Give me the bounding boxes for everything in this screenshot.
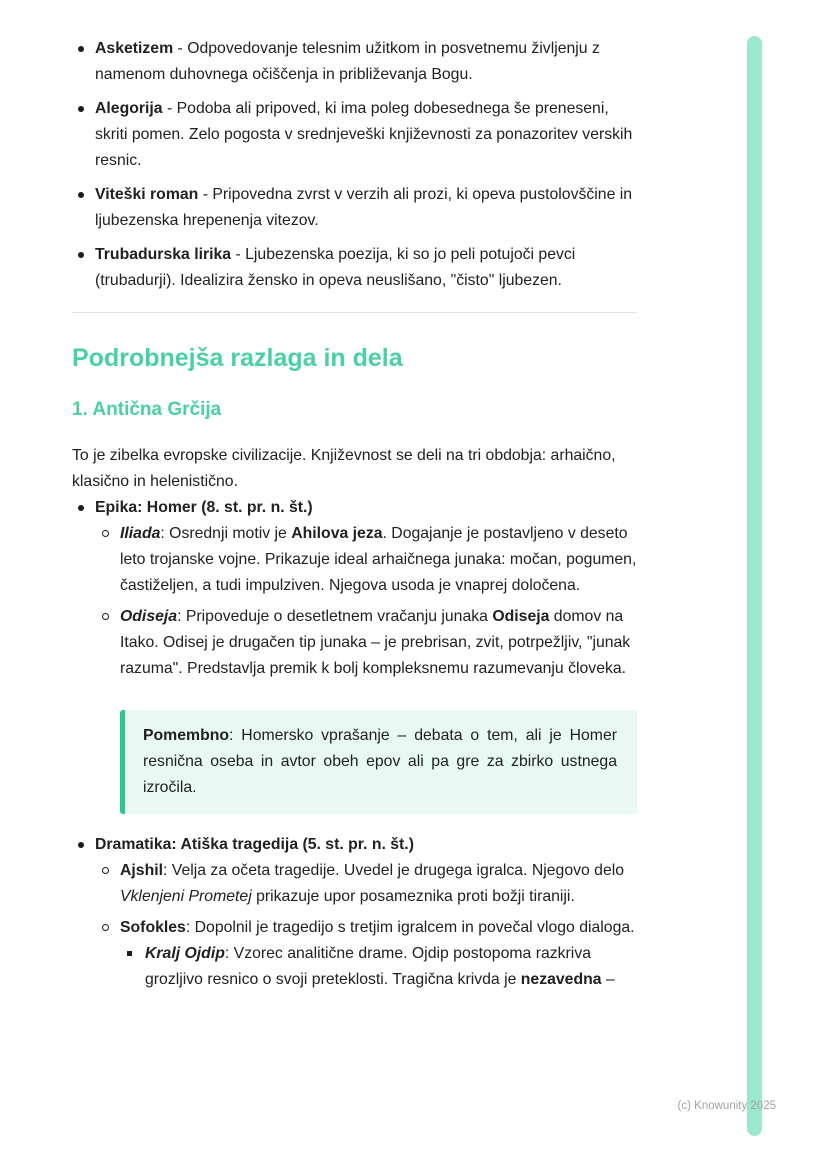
callout-pomembno bbox=[120, 710, 637, 814]
square-bullet-icon bbox=[127, 951, 132, 956]
list-item-text: Iliada: Osrednji motiv je Ahilova jeza. Dogajanje je postavljeno v deseto leto trojanske vojne. Prikazuje ideal arhaičnega junaka: močan, pogumen, častiželjen, a tudi impulziven. Njegova usoda je vnaprej določena. bbox=[120, 524, 637, 594]
copyright-notice: (c) Knowunity 2025 bbox=[677, 1100, 776, 1112]
bullet-icon bbox=[78, 252, 84, 258]
bullet-icon bbox=[78, 46, 84, 52]
list-item-trubadurska-lirika bbox=[72, 242, 637, 294]
list-item-sofokles bbox=[95, 915, 637, 993]
brand-stripe bbox=[747, 36, 762, 1136]
list-item-iliada bbox=[95, 521, 637, 599]
bullet-icon bbox=[78, 842, 84, 848]
list-item-text: Trubadurska lirika - Ljubezenska poezija, ki so jo peli potujoči pevci (trubadurji). Idealizira žensko in opeva neuslišano, "čisto" ljubezen. bbox=[95, 246, 576, 289]
list-item-text: Asketizem - Odpovedovanje telesnim užitkom in posvetnemu življenju z namenom duhovnega očiščenja in približevanja Bogu. bbox=[95, 40, 600, 83]
topics-list bbox=[72, 495, 637, 993]
list-item-text: Ajshil: Velja za očeta tragedije. Uvedel je drugega igralca. Njegovo delo Vklenjeni Prometej prikazuje upor posameznika proti božji tiraniji. bbox=[120, 861, 625, 905]
epic-works-list bbox=[95, 521, 637, 682]
list-item-kralj-ojdip bbox=[120, 941, 637, 993]
list-item-text: Dramatika: Atiška tragedija (5. st. pr. n. št.) bbox=[95, 835, 414, 853]
list-item-text: Odiseja: Pripoveduje o desetletnem vračanju junaka Odiseja domov na Itako. Odisej je drugačen tip junaka – je prebrisan, zvit, potrpežljiv, "junak razuma". Predstavlja premik k bolj kompleksnemu razumevanju človeka. bbox=[120, 607, 631, 677]
list-item-alegorija bbox=[72, 96, 637, 174]
list-item-text: Kralj Ojdip: Vzorec analitične drame. Ojdip postopoma razkriva grozljivo resnico o svoji preteklosti. Tragična krivda je nezavedna – bbox=[145, 944, 615, 988]
callout-text: Pomembno: Homersko vprašanje – debata o tem, ali je Homer resnična oseba in avtor obeh epov ali pa gre za zbirko ustnega izročila. bbox=[143, 726, 617, 796]
section-divider bbox=[72, 312, 637, 313]
sofokles-works-list bbox=[120, 941, 637, 993]
bullet-icon bbox=[78, 106, 84, 112]
list-item-ajshil bbox=[95, 858, 637, 910]
drama-authors-list bbox=[95, 858, 637, 993]
document-content bbox=[72, 36, 637, 1001]
list-item-text: Alegorija - Podoba ali pripoved, ki ima poleg dobesednega še preneseni, skriti pomen. Zelo pogosta v srednjeveški književnosti za ponazoritev verskih resnic. bbox=[95, 100, 633, 169]
intro-paragraph: To je zibelka evropske civilizacije. Književnost se deli na tri obdobja: arhaično, klasično in helenistično. bbox=[72, 446, 616, 490]
bullet-icon bbox=[78, 192, 84, 198]
list-item-text: Epika: Homer (8. st. pr. n. št.) bbox=[95, 498, 313, 516]
circle-bullet-icon bbox=[102, 867, 109, 874]
list-item-text: Viteški roman - Pripovedna zvrst v verzih ali prozi, ki opeva pustolovščine in ljubezenska hrepenenja vitezov. bbox=[95, 186, 633, 229]
list-item-odiseja bbox=[95, 604, 637, 682]
list-item-text: Sofokles: Dopolnil je tragedijo s tretjim igralcem in povečal vlogo dialoga. bbox=[120, 918, 635, 936]
circle-bullet-icon bbox=[102, 924, 109, 931]
list-item-viteski-roman bbox=[72, 182, 637, 234]
list-item-epika bbox=[72, 495, 637, 814]
bullet-icon bbox=[78, 505, 84, 511]
circle-bullet-icon bbox=[102, 530, 109, 537]
section-title: Podrobnejša razlaga in dela bbox=[72, 344, 403, 372]
circle-bullet-icon bbox=[102, 613, 109, 620]
list-item-dramatika bbox=[72, 832, 637, 993]
glossary-list bbox=[72, 36, 637, 294]
list-item-asketizem bbox=[72, 36, 637, 88]
subsection-title: 1. Antična Grčija bbox=[72, 399, 222, 421]
